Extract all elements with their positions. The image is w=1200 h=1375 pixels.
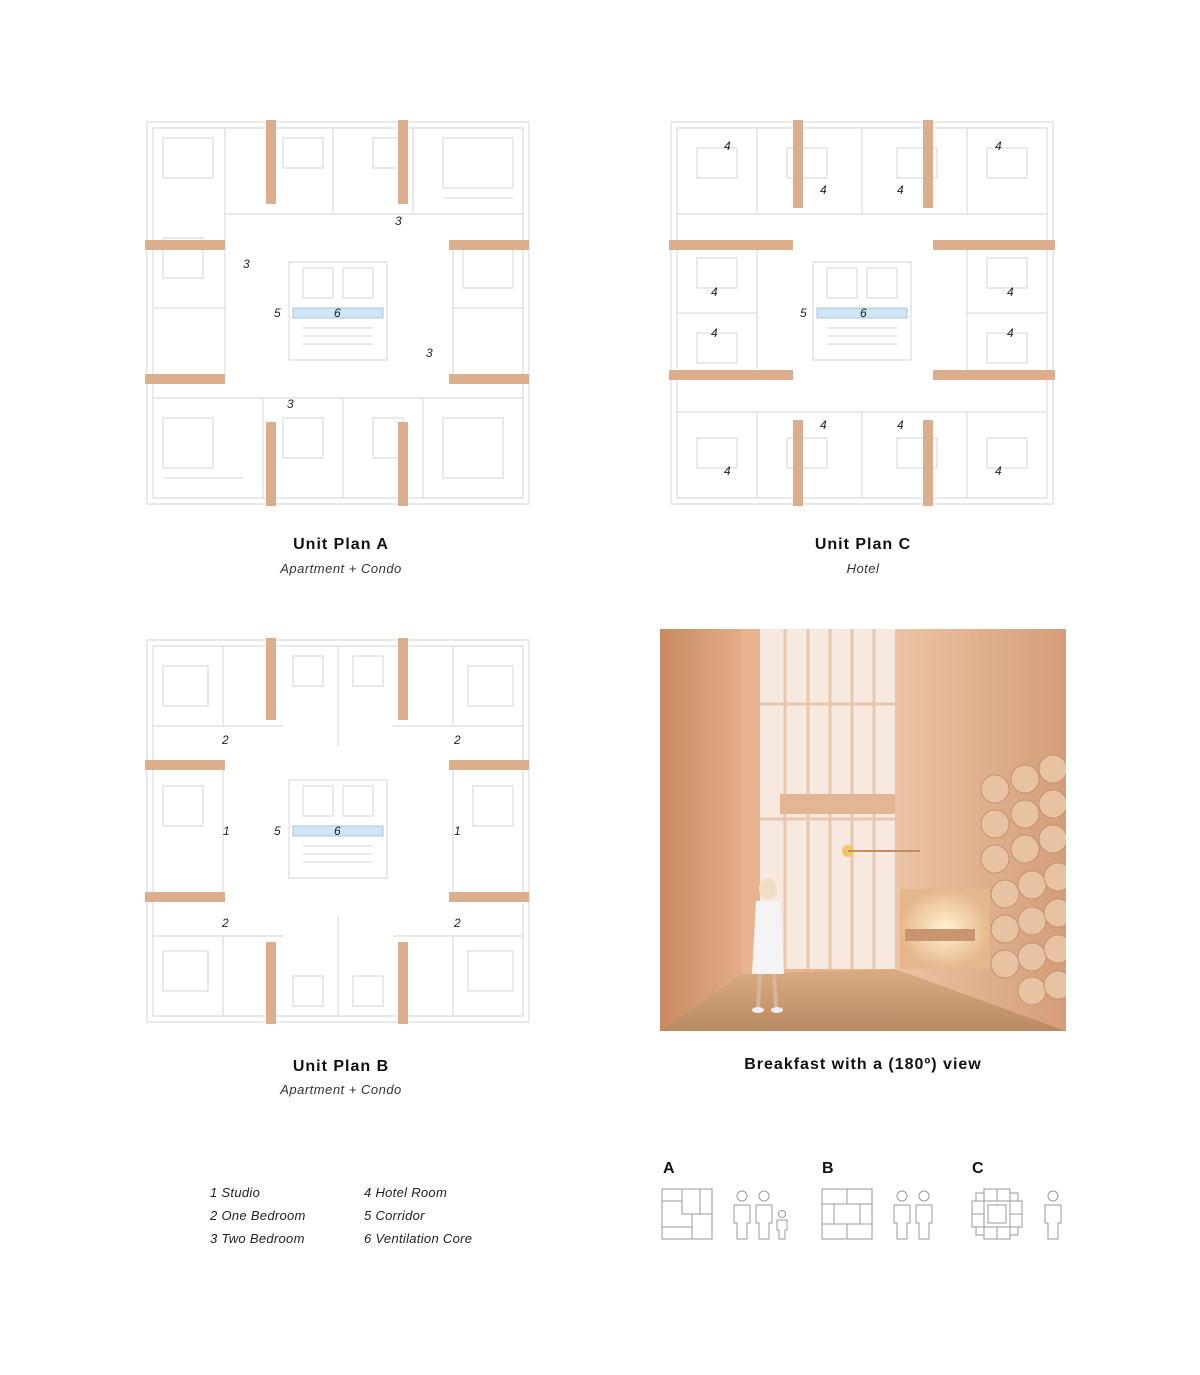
person-icon <box>894 1191 932 1239</box>
key-diagram-c <box>970 1187 1070 1241</box>
unit-plan-a-drawing <box>143 118 533 508</box>
plan-b-title: Unit Plan B <box>292 1058 390 1075</box>
person-icon <box>1045 1191 1061 1239</box>
plan-a-label: 3 <box>287 397 294 411</box>
legend-item: 5 Corridor <box>364 1208 425 1223</box>
interior-render-image <box>660 629 1066 1031</box>
key-diagram-a <box>660 1187 790 1241</box>
plan-a-label: 3 <box>243 257 250 271</box>
unit-plan-c-drawing <box>667 118 1057 508</box>
plan-c-label: 4 <box>897 418 904 432</box>
plan-a-title: Unit Plan A <box>293 536 389 553</box>
render-caption: Breakfast with a (180º) view <box>744 1056 982 1073</box>
plan-c-label: 4 <box>897 183 904 197</box>
plan-b-label: 6 <box>334 824 341 838</box>
plan-b-subtitle: Apartment + Condo <box>280 1082 402 1097</box>
plan-c-label: 6 <box>860 306 867 320</box>
legend-item: 4 Hotel Room <box>364 1185 448 1200</box>
plan-c-label: 5 <box>800 306 807 320</box>
plan-c-label: 4 <box>711 285 718 299</box>
plan-a-subtitle: Apartment + Condo <box>280 561 402 576</box>
key-diagram-b <box>820 1187 940 1241</box>
plan-b-label: 1 <box>223 824 230 838</box>
plan-c-label: 4 <box>711 326 718 340</box>
legend-item: 1 Studio <box>210 1185 261 1200</box>
key-label-b: B <box>822 1160 834 1177</box>
plan-a-label: 3 <box>395 214 402 228</box>
plan-b-label: 5 <box>274 824 281 838</box>
legend-column-2 <box>364 1181 472 1250</box>
plan-c-label: 4 <box>724 139 731 153</box>
plan-c-title: Unit Plan C <box>814 536 912 553</box>
plan-c-label: 4 <box>820 183 827 197</box>
plan-b-label: 2 <box>454 733 461 747</box>
key-label-a: A <box>663 1160 675 1177</box>
plan-c-label: 4 <box>724 464 731 478</box>
plan-c-label: 4 <box>820 418 827 432</box>
legend-item: 6 Ventilation Core <box>364 1231 473 1246</box>
plan-b-label: 2 <box>222 916 229 930</box>
person-icon <box>734 1191 787 1239</box>
unit-plan-b-drawing <box>143 636 533 1026</box>
legend-item: 3 Two Bedroom <box>210 1231 305 1246</box>
plan-b-label: 2 <box>222 733 229 747</box>
plan-c-label: 4 <box>1007 285 1014 299</box>
key-label-c: C <box>972 1160 984 1177</box>
plan-b-label: 2 <box>454 916 461 930</box>
plan-c-subtitle: Hotel <box>846 561 880 576</box>
plan-c-label: 4 <box>995 464 1002 478</box>
legend-column-1 <box>210 1181 306 1250</box>
plan-a-label: 3 <box>426 346 433 360</box>
plan-b-label: 1 <box>454 824 461 838</box>
plan-c-label: 4 <box>995 139 1002 153</box>
plan-c-label: 4 <box>1007 326 1014 340</box>
plan-a-label: 6 <box>334 306 341 320</box>
legend-item: 2 One Bedroom <box>210 1208 306 1223</box>
plan-a-label: 5 <box>274 306 281 320</box>
